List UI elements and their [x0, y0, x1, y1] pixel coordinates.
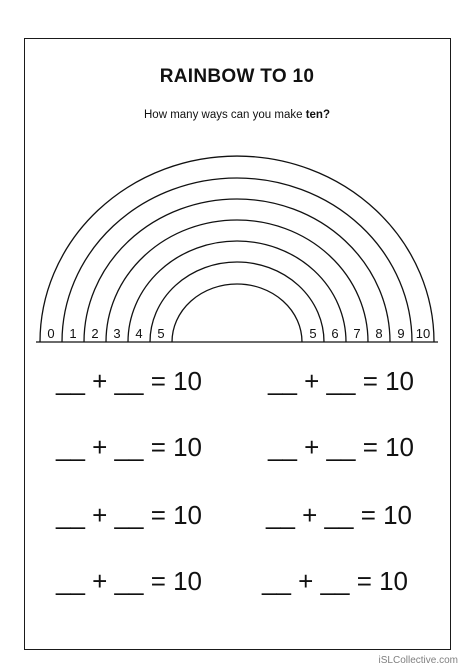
left-number-4: 4 [135, 326, 143, 341]
rainbow-arc-1 [40, 156, 434, 342]
equation-8: __ + __ = 10 [262, 566, 409, 596]
right-number-10: 10 [415, 326, 431, 341]
right-number-7: 7 [353, 326, 361, 341]
question-text: How many ways can you make [144, 109, 306, 121]
equation-1: __ + __ = 10 [56, 366, 203, 396]
left-number-2: 2 [91, 326, 99, 341]
equation-3: __ + __ = 10 [56, 432, 203, 462]
right-number-9: 9 [397, 326, 405, 341]
rainbow-arc-7 [172, 284, 302, 342]
equation-7: __ + __ = 10 [56, 566, 203, 596]
left-number-0: 0 [47, 326, 55, 341]
right-number-8: 8 [375, 326, 383, 341]
right-number-5: 5 [309, 326, 317, 341]
left-number-5: 5 [157, 326, 165, 341]
worksheet-title: RAINBOW TO 10 [159, 66, 315, 87]
equation-5: __ + __ = 10 [56, 500, 203, 530]
question-emphasis: ten? [305, 109, 330, 121]
rainbow-arc-6 [150, 262, 324, 342]
site-watermark: iSLCollective.com [378, 655, 458, 666]
left-number-1: 1 [69, 326, 77, 341]
left-number-3: 3 [113, 326, 121, 341]
rainbow-arc-2 [62, 178, 412, 342]
right-number-6: 6 [331, 326, 339, 341]
equation-4: __ + __ = 10 [268, 432, 415, 462]
rainbow-arc-4 [106, 220, 368, 342]
equation-6: __ + __ = 10 [266, 500, 413, 530]
equation-2: __ + __ = 10 [268, 366, 415, 396]
